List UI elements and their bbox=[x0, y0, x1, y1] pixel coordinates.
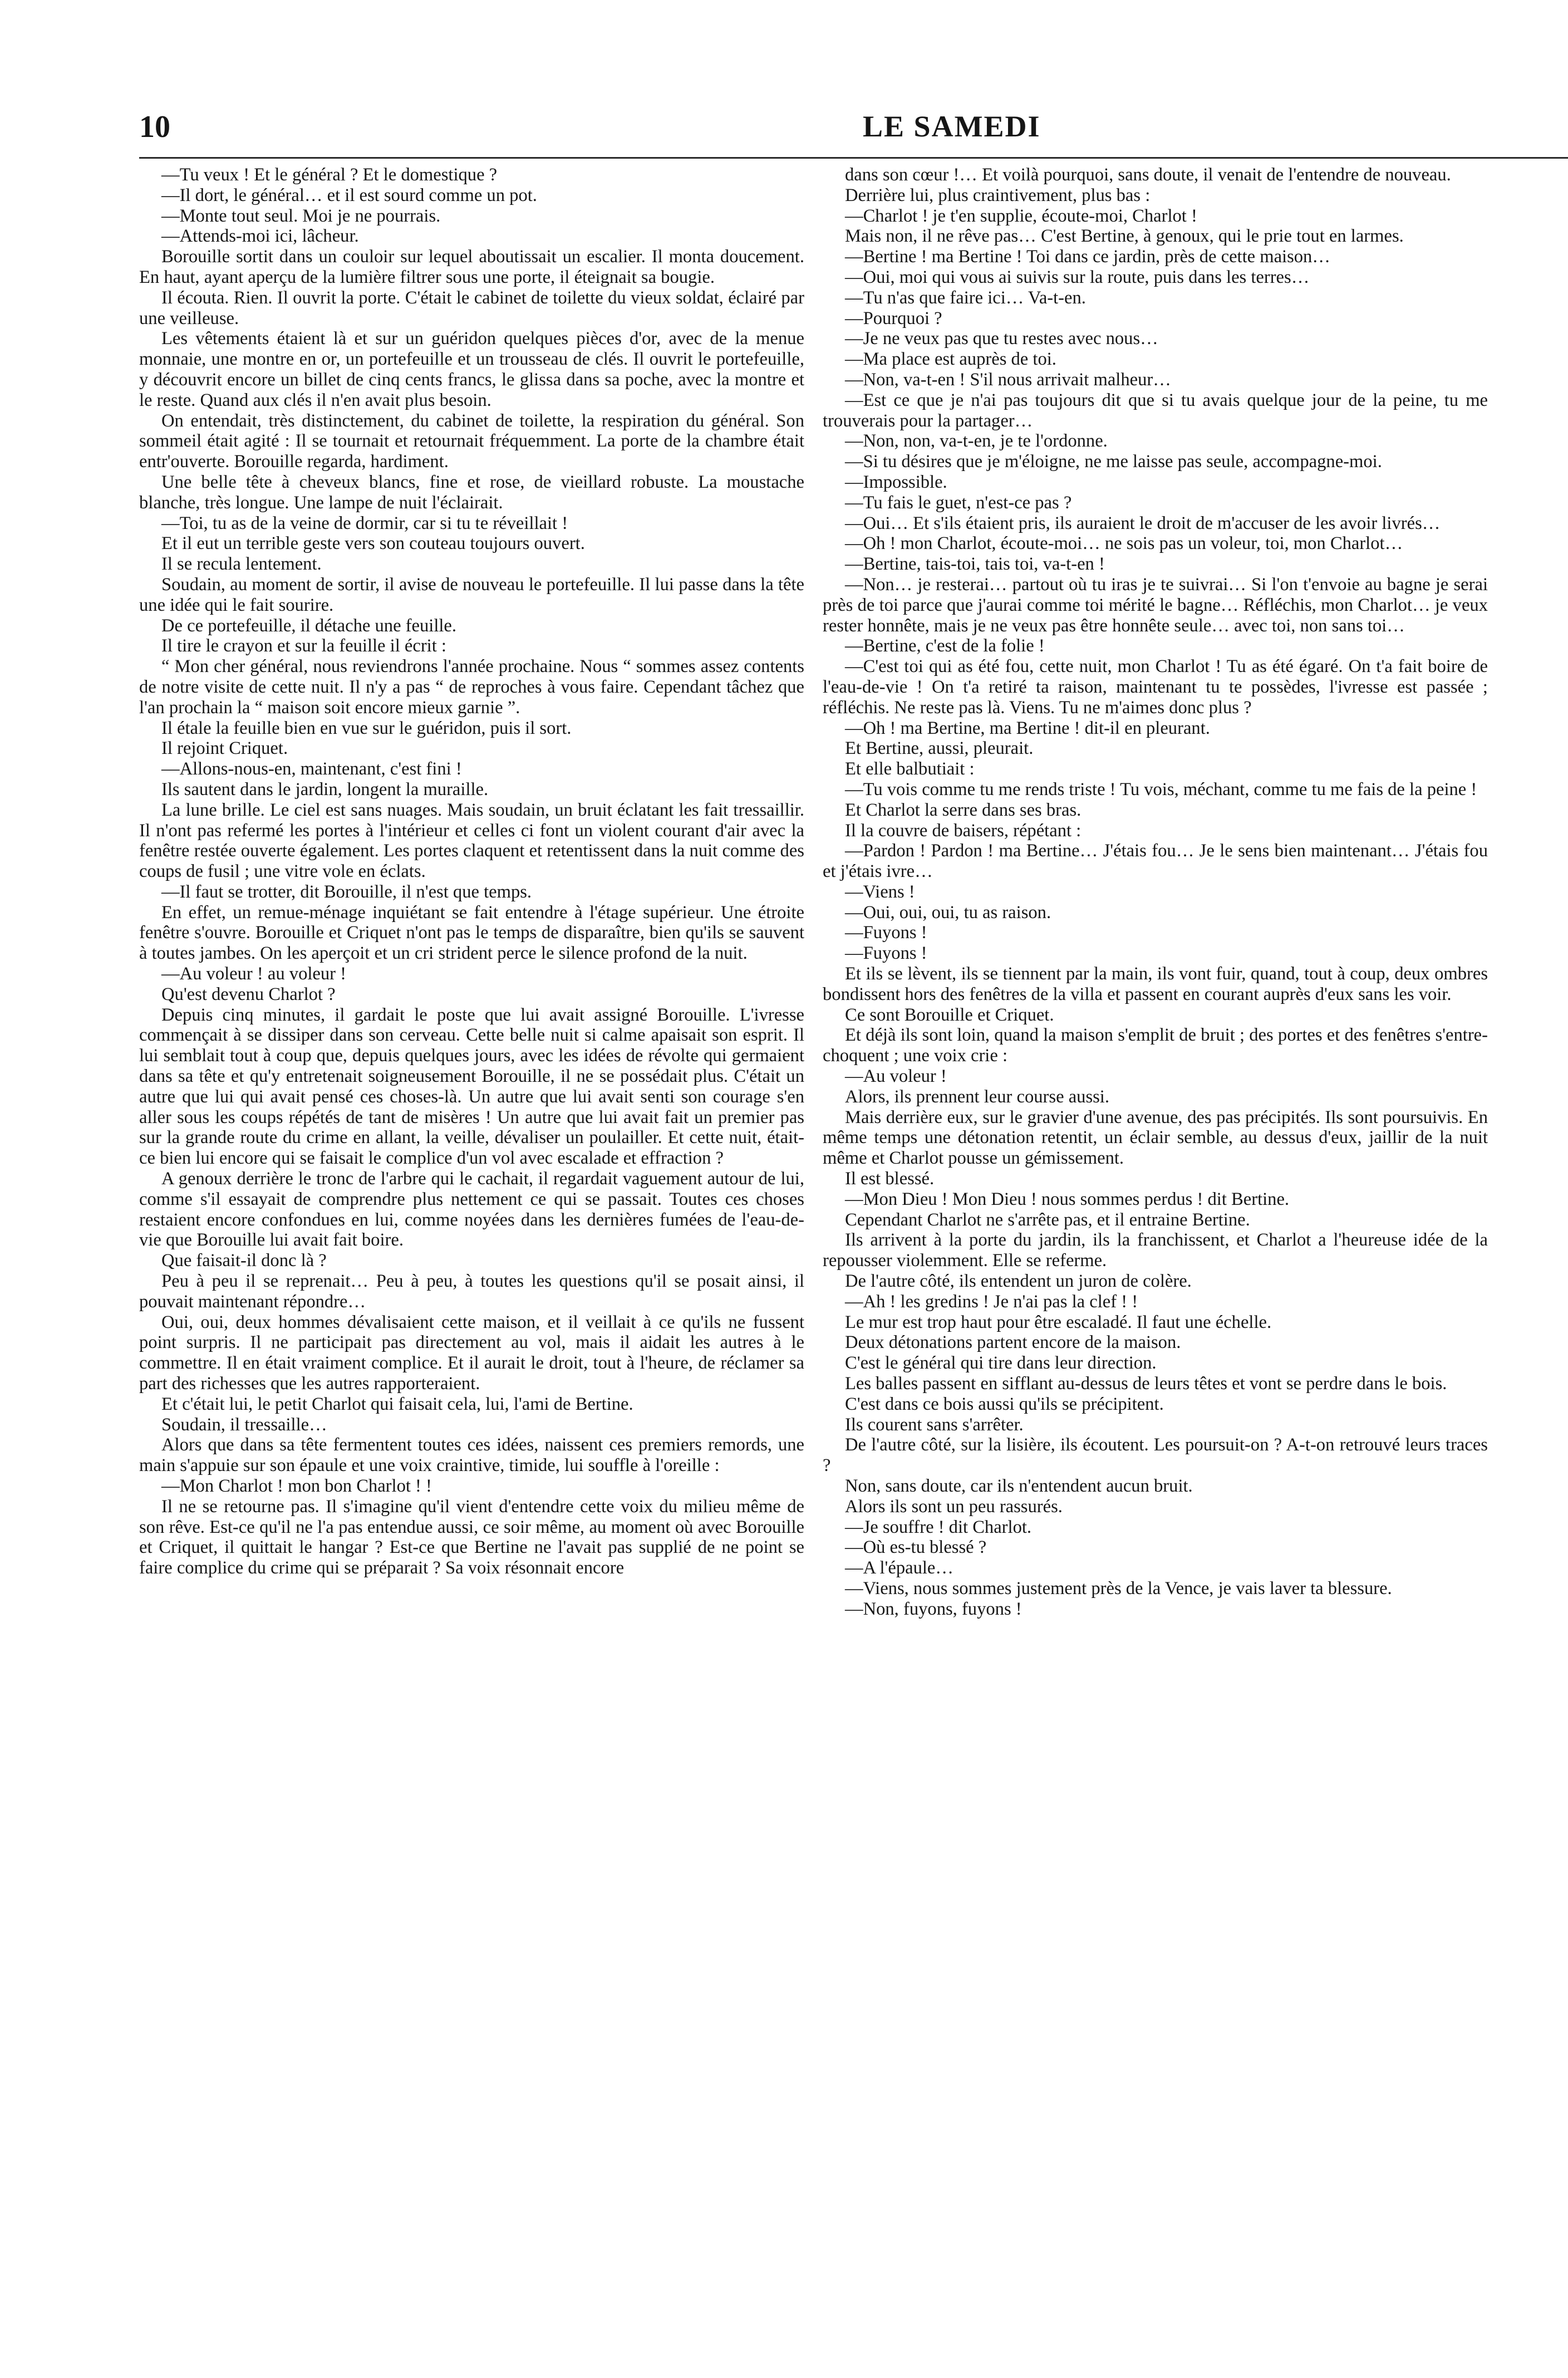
paragraph: Peu à peu il se reprenait… Peu à peu, à toutes les questions qu'il se posait ainsi, il pouvait maintenant répondre… bbox=[139, 1271, 804, 1312]
paragraph: —Au voleur ! bbox=[845, 1066, 947, 1087]
paragraph: —Je souffre ! dit Charlot. bbox=[845, 1517, 1032, 1537]
header-rule bbox=[139, 157, 1568, 159]
paragraph: Il écouta. Rien. Il ouvrit la porte. C'était le cabinet de toilette du vieux soldat, éclairé par une veilleuse. bbox=[139, 287, 804, 328]
paragraph: Qu'est devenu Charlot ? bbox=[161, 984, 336, 1004]
paragraph: —Au voleur ! au voleur ! bbox=[161, 964, 347, 984]
paragraph: Et il eut un terrible geste vers son couteau toujours ouvert. bbox=[161, 533, 585, 554]
paragraph: —Ah ! les gredins ! Je n'ai pas la clef ! ! bbox=[845, 1291, 1138, 1312]
running-title: LE SAMEDI bbox=[863, 110, 1041, 143]
paragraph: —Charlot ! je t'en supplie, écoute-moi, Charlot ! bbox=[845, 205, 1197, 226]
paragraph: —Bertine ! ma Bertine ! Toi dans ce jardin, près de cette maison… bbox=[845, 247, 1330, 267]
paragraph: C'est le général qui tire dans leur direction. bbox=[845, 1353, 1157, 1374]
paragraph: Et Charlot la serre dans ses bras. bbox=[845, 800, 1082, 820]
paragraph: Il tire le crayon et sur la feuille il écrit : bbox=[161, 636, 446, 656]
paragraph: —Il dort, le général… et il est sourd comme un pot. bbox=[161, 185, 537, 205]
paragraph: —Non, fuyons, fuyons ! bbox=[845, 1599, 1022, 1619]
left-column bbox=[139, 165, 804, 1578]
paragraph: —Je ne veux pas que tu restes avec nous… bbox=[845, 328, 1158, 349]
paragraph: —Bertine, tais-toi, tais toi, va-t-en ! bbox=[845, 554, 1105, 575]
paragraph: Ce sont Borouille et Criquet. bbox=[845, 1004, 1054, 1025]
page-header bbox=[139, 109, 1568, 154]
paragraph: dans son cœur !… Et voilà pourquoi, sans doute, il venait de l'entendre de nouveau. bbox=[845, 165, 1451, 185]
paragraph: De ce portefeuille, il détache une feuille. bbox=[161, 615, 457, 636]
paragraph: —Impossible. bbox=[845, 472, 947, 492]
paragraph: Il étale la feuille bien en vue sur le guéridon, puis il sort. bbox=[161, 718, 572, 738]
paragraph: —C'est toi qui as été fou, cette nuit, mon Charlot ! Tu as été égaré. On t'a fait boire de l'eau-de-vie ! On t'a retiré ta raison, maintenant tu te possèdes, l'ivresse est passée ; réfléchis. Ne reste pas là. Viens. Tu ne m'aimes donc plus ? bbox=[823, 656, 1488, 718]
paragraph: Les balles passent en sifflant au-dessus de leurs têtes et vont se perdre dans le bois. bbox=[845, 1374, 1447, 1394]
paragraph: Une belle tête à cheveux blancs, fine et rose, de vieillard robuste. La moustache blanche, très longue. Une lampe de nuit l'éclairait. bbox=[139, 472, 804, 513]
paragraph: La lune brille. Le ciel est sans nuages. Mais soudain, un bruit éclatant les fait tressaillir. Il n'ont pas refermé les portes à l'intérieur et celles ci font un violent courant d'air avec la fenêtre restée ouverte également. Les portes claquent et retentissent dans la nuit comme des coups de fusil ; une vitre vole en éclats. bbox=[139, 800, 804, 882]
paragraph: Alors ils sont un peu rassurés. bbox=[845, 1496, 1063, 1517]
paragraph: Il ne se retourne pas. Il s'imagine qu'il vient d'entendre cette voix du milieu même de son rêve. Est-ce qu'il ne l'a pas entendue aussi, ce soir même, au moment où avec Borouille et Criquet, il quittait le hangar ? Est-ce que Bertine ne l'avait pas supplié de ne point se faire complice du crime qui se préparait ? Sa voix résonnait encore bbox=[139, 1496, 804, 1578]
paragraph: Que faisait-il donc là ? bbox=[161, 1251, 327, 1271]
paragraph: —Non… je resterai… partout où tu iras je te suivrai… Si l'on t'envoie au bagne je serai près de toi parce que j'aurai comme toi mérité le bagne… Réfléchis, mon Charlot… je veux rester honnête, mais je ne veux pas être honnête seule… avec toi, non sans toi… bbox=[823, 574, 1488, 636]
paragraph: De l'autre côté, ils entendent un juron de colère. bbox=[845, 1271, 1192, 1292]
paragraph: Soudain, il tressaille… bbox=[161, 1414, 327, 1435]
paragraph: —Tu vois comme tu me rends triste ! Tu vois, méchant, comme tu me fais de la peine ! bbox=[845, 779, 1477, 800]
paragraph: Les vêtements étaient là et sur un guéridon quelques pièces d'or, avec de la menue monnaie, une montre en or, un portefeuille et un trousseau de clés. Il ouvrit le portefeuille, y découvrit encore un billet de cinq cents francs, le glissa dans sa poche, avec la montre et le reste. Quand aux clés il n'en avait plus besoin. bbox=[139, 328, 804, 410]
paragraph: —Non, non, va-t-en, je te l'ordonne. bbox=[845, 431, 1108, 452]
paragraph: —Tu veux ! Et le général ? Et le domestique ? bbox=[161, 165, 498, 185]
paragraph: Soudain, au moment de sortir, il avise de nouveau le portefeuille. Il lui passe dans la tête une idée qui le fait sourire. bbox=[139, 574, 804, 615]
paragraph: —Pourquoi ? bbox=[845, 308, 942, 328]
paragraph: —Si tu désires que je m'éloigne, ne me laisse pas seule, accompagne-moi. bbox=[845, 452, 1382, 472]
paragraph: Alors, ils prennent leur course aussi. bbox=[845, 1086, 1109, 1107]
paragraph: Oui, oui, deux hommes dévalisaient cette maison, et il veillait à ce qu'ils ne fussent point surpris. Il ne participait pas directement au vol, mais il aidait les autres à le commettre. Il en était vraiment complice. Et il aurait le droit, tout à l'heure, de réclamer sa part des richesses que les autres rapporteraient. bbox=[139, 1312, 804, 1394]
paragraph: Ils sautent dans le jardin, longent la muraille. bbox=[161, 779, 489, 800]
paragraph: —Non, va-t-en ! S'il nous arrivait malheur… bbox=[845, 369, 1171, 390]
paragraph: Mais derrière eux, sur le gravier d'une avenue, des pas précipités. Ils sont poursuivis. En même temps une détonation retentit, un éclair semble, au dessus d'eux, jaillir de la nuit même et Charlot pousse un gémissement. bbox=[823, 1107, 1488, 1169]
paragraph: —A l'épaule… bbox=[845, 1558, 953, 1578]
paragraph: Depuis cinq minutes, il gardait le poste que lui avait assigné Borouille. L'ivresse commençait à se dissiper dans son cerveau. Cette belle nuit si calme apaisait son esprit. Il lui semblait tout à coup que, depuis quelques jours, avec les idées de révolte qui germaient dans sa tête et qu'y entretenait soigneusement Borouille, il ne se possédait plus. C'était un autre que lui qui avait pensé ces choses-là. Un autre que lui avait senti son courage s'en aller sous les coups répétés de tant de misères ! Un autre que lui avait fait un premier pas sur la grande route du crime en allant, la veille, dévaliser un poulailler. Et cette nuit, était-ce bien lui encore qui se faisait le complice d'un vol avec escalade et effraction ? bbox=[139, 1004, 804, 1169]
paragraph: —Attends-moi ici, lâcheur. bbox=[161, 226, 359, 247]
paragraph: C'est dans ce bois aussi qu'ils se précipitent. bbox=[845, 1394, 1164, 1414]
paragraph: —Fuyons ! bbox=[845, 923, 927, 943]
paragraph: —Monte tout seul. Moi je ne pourrais. bbox=[161, 205, 441, 226]
paragraph: Il rejoint Criquet. bbox=[161, 738, 288, 759]
paragraph: Cependant Charlot ne s'arrête pas, et il entraine Bertine. bbox=[845, 1209, 1250, 1230]
paragraph: —Bertine, c'est de la folie ! bbox=[845, 636, 1045, 656]
paragraph: —Allons-nous-en, maintenant, c'est fini ! bbox=[161, 759, 462, 779]
paragraph: Deux détonations partent encore de la maison. bbox=[845, 1332, 1181, 1353]
paragraph: Le mur est trop haut pour être escaladé. Il faut une échelle. bbox=[845, 1312, 1272, 1332]
paragraph: Et ils se lèvent, ils se tiennent par la main, ils vont fuir, quand, tout à coup, deux ombres bondissent hors des fenêtres de la villa et passent en courant auprès d'eux sans les voir. bbox=[823, 964, 1488, 1004]
paragraph: Et déjà ils sont loin, quand la maison s'emplit de bruit ; des portes et des fenêtres s'entre-choquent ; une voix crie : bbox=[823, 1025, 1488, 1066]
paragraph: Borouille sortit dans un couloir sur lequel aboutissait un escalier. Il monta doucement. En haut, ayant aperçu de la lumière filtrer sous une porte, il éteignait sa bougie. bbox=[139, 247, 804, 287]
paragraph: Il est blessé. bbox=[845, 1169, 935, 1189]
paragraph: Alors que dans sa tête fermentent toutes ces idées, naissent ces premiers remords, une main s'appuie sur son épaule et une voix craintive, timide, lui souffle à l'oreille : bbox=[139, 1435, 804, 1476]
paragraph: —Tu n'as que faire ici… Va-t-en. bbox=[845, 287, 1086, 308]
paragraph: —Pardon ! Pardon ! ma Bertine… J'étais fou… Je le sens bien maintenant… J'étais fou et j'étais ivre… bbox=[823, 841, 1488, 882]
paragraph: Mais non, il ne rêve pas… C'est Bertine, à genoux, qui le prie tout en larmes. bbox=[845, 226, 1404, 247]
paragraph: —Il faut se trotter, dit Borouille, il n'est que temps. bbox=[161, 881, 532, 902]
paragraph: A genoux derrière le tronc de l'arbre qui le cachait, il regardait vaguement autour de lui, comme s'il essayait de comprendre plus nettement ce qui se passait. Toutes ces choses restaient encore confondues en lui, comme noyées dans les dernières fumées de l'eau-de-vie que Borouille lui avait fait boire. bbox=[139, 1169, 804, 1251]
paragraph: Et elle balbutiait : bbox=[845, 759, 975, 779]
paragraph: On entendait, très distinctement, du cabinet de toilette, la respiration du général. Son sommeil était agité : Il se tournait et retournait fréquemment. La porte de la chambre était entr'ouverte. Borouille regarda, hardiment. bbox=[139, 410, 804, 472]
paragraph: Ils arrivent à la porte du jardin, ils la franchissent, et Charlot a l'heureuse idée de la repousser violemment. Elle se referme. bbox=[823, 1230, 1488, 1271]
paragraph: Non, sans doute, car ils n'entendent aucun bruit. bbox=[845, 1476, 1193, 1496]
paragraph: Derrière lui, plus craintivement, plus bas : bbox=[845, 185, 1151, 205]
paragraph: Il se recula lentement. bbox=[161, 554, 322, 575]
paragraph: —Où es-tu blessé ? bbox=[845, 1537, 987, 1558]
paragraph: Ils courent sans s'arrêter. bbox=[845, 1414, 1024, 1435]
paragraph: —Est ce que je n'ai pas toujours dit que si tu avais quelque jour de la peine, tu me trouverais pour la partager… bbox=[823, 390, 1488, 431]
paragraph: Il la couvre de baisers, répétant : bbox=[845, 820, 1082, 841]
paragraph: —Oui… Et s'ils étaient pris, ils auraient le droit de m'accuser de les avoir livrés… bbox=[845, 513, 1441, 533]
paragraph: —Fuyons ! bbox=[845, 943, 927, 964]
page-number: 10 bbox=[139, 110, 170, 144]
paragraph: —Oh ! ma Bertine, ma Bertine ! dit-il en pleurant. bbox=[845, 718, 1210, 738]
paragraph: —Viens, nous sommes justement près de la Vence, je vais laver ta blessure. bbox=[845, 1578, 1392, 1599]
paragraph: —Tu fais le guet, n'est-ce pas ? bbox=[845, 492, 1072, 513]
paragraph: —Oh ! mon Charlot, écoute-moi… ne sois pas un voleur, toi, mon Charlot… bbox=[845, 533, 1403, 554]
paragraph: Et c'était lui, le petit Charlot qui faisait cela, lui, l'ami de Bertine. bbox=[161, 1394, 633, 1414]
paragraph: De l'autre côté, sur la lisière, ils écoutent. Les poursuit-on ? A-t-on retrouvé leurs traces ? bbox=[823, 1435, 1488, 1476]
paragraph: —Mon Dieu ! Mon Dieu ! nous sommes perdus ! dit Bertine. bbox=[845, 1189, 1290, 1209]
paragraph: —Oui, moi qui vous ai suivis sur la route, puis dans les terres… bbox=[845, 267, 1310, 287]
paragraph: —Mon Charlot ! mon bon Charlot ! ! bbox=[161, 1476, 432, 1496]
right-column bbox=[823, 165, 1488, 1620]
paragraph: —Viens ! bbox=[845, 881, 915, 902]
paragraph: —Toi, tu as de la veine de dormir, car si tu te réveillait ! bbox=[161, 513, 568, 533]
paragraph: Et Bertine, aussi, pleurait. bbox=[845, 738, 1034, 759]
paragraph: En effet, un remue-ménage inquiétant se fait entendre à l'étage supérieur. Une étroite fenêtre s'ouvre. Borouille et Criquet n'ont pas le temps de disparaître, bien qu'ils se sauvent à toutes jambes. On les aperçoit et un cri strident perce le silence profond de la nuit. bbox=[139, 902, 804, 964]
paragraph: —Ma place est auprès de toi. bbox=[845, 349, 1056, 370]
paragraph: —Oui, oui, oui, tu as raison. bbox=[845, 902, 1051, 923]
paragraph: “ Mon cher général, nous reviendrons l'année prochaine. Nous “ sommes assez contents de notre visite de cette nuit. Il n'y a pas “ de reproches à vous faire. Cependant tâchez que l'an prochain la “ maison soit encore mieux garnie ”. bbox=[139, 656, 804, 718]
